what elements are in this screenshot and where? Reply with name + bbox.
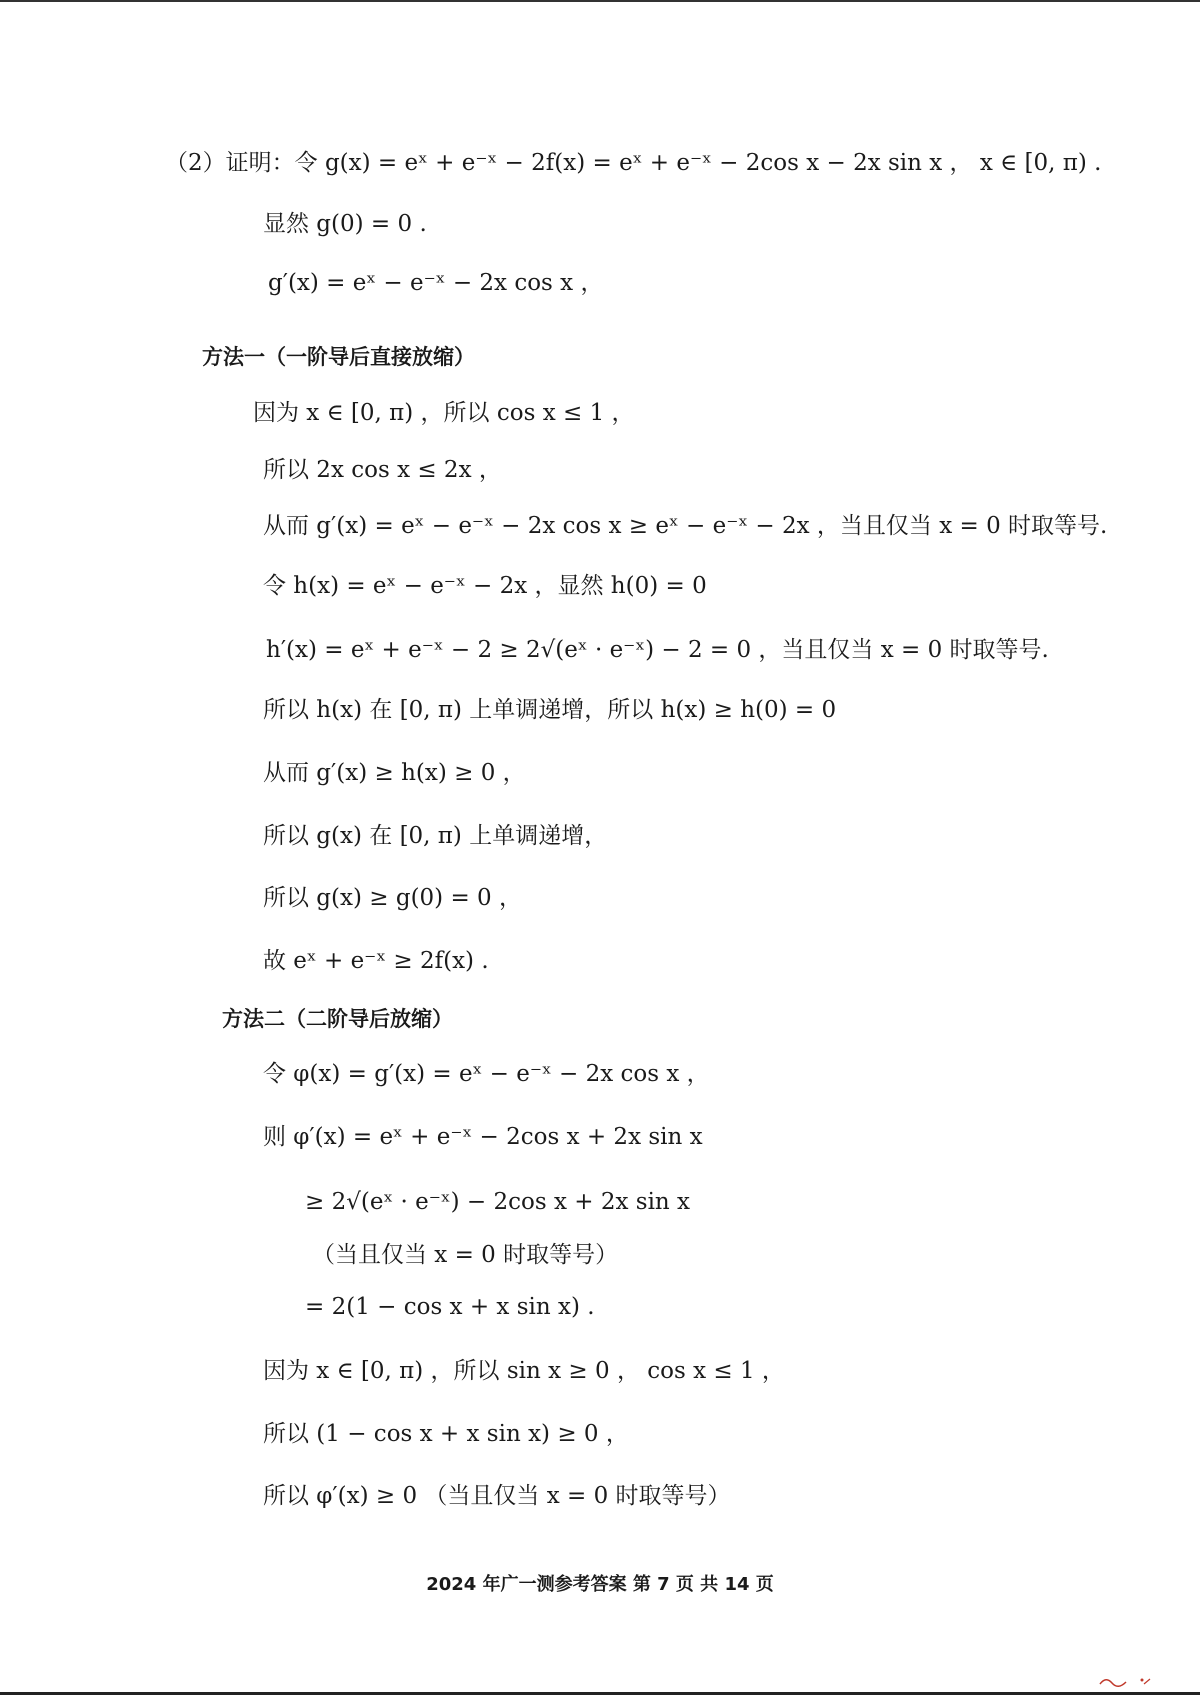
method-two-line-3: ≥ 2√(eˣ · e⁻ˣ) − 2cos x + 2x sin x [305,1189,691,1215]
method-two-line-1: 令 φ(x) = g′(x) = eˣ − e⁻ˣ − 2x cos x ， [263,1061,710,1087]
proof-intro-line: （2）证明：令 g(x) = eˣ + e⁻ˣ − 2f(x) = eˣ + e⁻ˣ − 2cos x − 2x sin x ， x ∈ [0, π) . [165,150,1102,176]
method-two-line-4: = 2(1 − cos x + x sin x) . [305,1294,595,1320]
method-one-line-1: 因为 x ∈ [0, π) ，所以 cos x ≤ 1 ， [253,400,635,426]
method-two-heading: 方法二（二阶导后放缩） [222,1007,453,1031]
method-one-heading: 方法一（一阶导后直接放缩） [202,345,475,369]
method-one-line-3: 从而 g′(x) = eˣ − e⁻ˣ − 2x cos x ≥ eˣ − e⁻ˣ − 2x ，当且仅当 x = 0 时取等号. [263,513,1108,539]
page-footer: 2024 年广一测参考答案 第 7 页 共 14 页 [426,1574,774,1595]
bottom-border [0,1692,1200,1695]
method-one-line-4: 令 h(x) = eˣ − e⁻ˣ − 2x ，显然 h(0) = 0 [263,573,707,599]
method-one-line-8: 所以 g(x) 在 [0, π) 上单调递增， [263,823,608,849]
g-zero-line: 显然 g(0) = 0 . [263,211,427,237]
method-one-line-9: 所以 g(x) ≥ g(0) = 0 ， [263,885,522,911]
g-derivative-line: g′(x) = eˣ − e⁻ˣ − 2x cos x ， [268,270,604,296]
method-two-line-7: 所以 φ′(x) ≥ 0 （当且仅当 x = 0 时取等号） [263,1483,731,1509]
method-one-line-2: 所以 2x cos x ≤ 2x ， [263,457,502,483]
method-one-line-7: 从而 g′(x) ≥ h(x) ≥ 0 ， [263,760,526,786]
method-one-conclusion: 故 eˣ + e⁻ˣ ≥ 2f(x) . [263,948,489,974]
method-two-line-2: 则 φ′(x) = eˣ + e⁻ˣ − 2cos x + 2x sin x [263,1124,703,1150]
method-two-equality-note: （当且仅当 x = 0 时取等号） [312,1242,619,1268]
method-one-line-6: 所以 h(x) 在 [0, π) 上单调递增，所以 h(x) ≥ h(0) = 0 [263,697,837,723]
top-border [0,0,1200,2]
method-two-line-6: 所以 (1 − cos x + x sin x) ≥ 0 ， [263,1421,629,1447]
method-one-line-5: h′(x) = eˣ + e⁻ˣ − 2 ≥ 2√(eˣ · e⁻ˣ) − 2 = 0 ，当且仅当 x = 0 时取等号. [266,637,1049,663]
red-scribble-icon [1098,1674,1158,1688]
method-two-line-5: 因为 x ∈ [0, π) ，所以 sin x ≥ 0 ， cos x ≤ 1 ， [263,1358,785,1384]
